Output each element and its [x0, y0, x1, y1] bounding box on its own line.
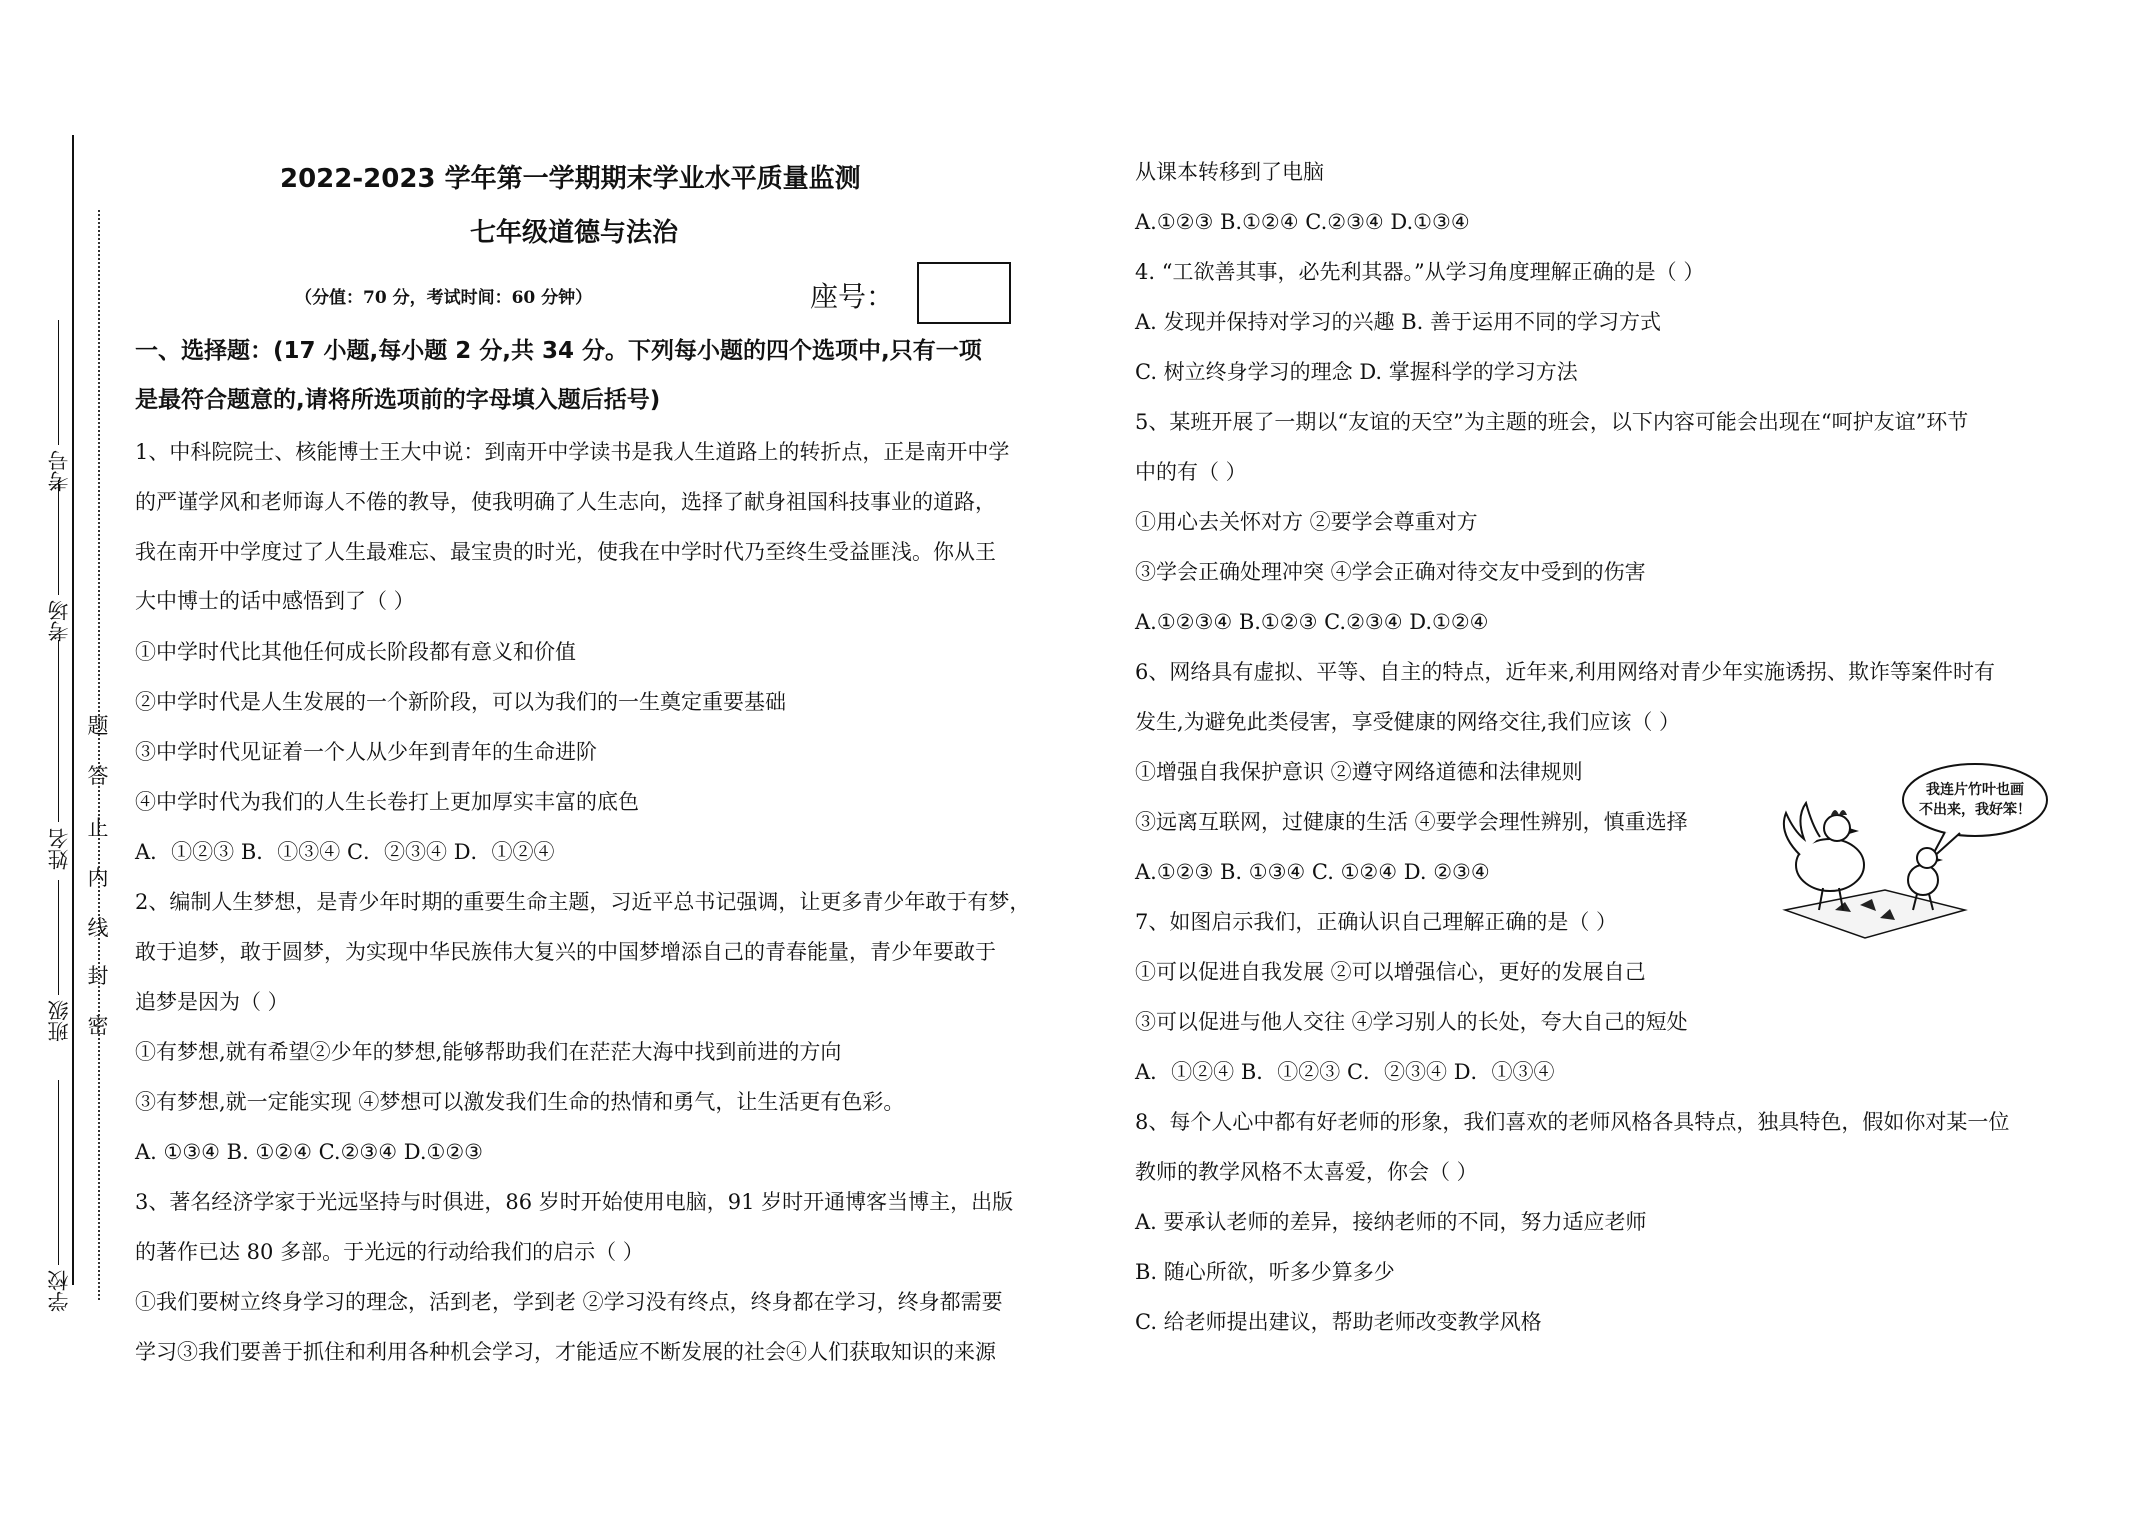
cartoon-illustration: [1765, 760, 2055, 940]
seal-char: 内: [87, 866, 109, 890]
question-line: 2、编制人生梦想，是青少年时期的重要生命主题，习近平总书记强调，让更多青少年敢于有梦，: [135, 890, 1031, 914]
question-option-line: ③学会正确处理冲突 ④学会正确对待交友中受到的伤害: [1135, 560, 1646, 584]
seat-number-box[interactable]: [917, 262, 1011, 324]
question-line: 追梦是因为（ ）: [135, 990, 289, 1014]
question-option-line: ③中学时代见证着一个人从少年到青年的生命进阶: [135, 740, 597, 764]
label-class: 班级: [47, 1000, 71, 1042]
question-option-line: ③有梦想,就一定能实现 ④梦想可以激发我们生命的热情和勇气，让生活更有色彩。: [135, 1090, 905, 1114]
question-option-line: ①有梦想,就有希望②少年的梦想,能够帮助我们在茫茫大海中找到前进的方向: [135, 1040, 842, 1064]
section-heading-line1: 一、选择题：(17 小题,每小题 2 分,共 34 分。下列每小题的四个选项中,只有一项: [135, 338, 982, 364]
question-option-line: ④中学时代为我们的人生长卷打上更加厚实丰富的底色: [135, 790, 639, 814]
question-line: 7、如图启示我们，正确认识自己理解正确的是（ ）: [1135, 910, 1618, 934]
answer-choices: A．①②③ B．①③④ C．②③④ D．①②④: [135, 840, 555, 864]
question-line: 中的有（ ）: [1135, 460, 1247, 484]
fill-line-school: [58, 1080, 59, 1265]
speech-bubble-line1: 我连片竹叶也画: [1926, 782, 2024, 798]
fill-line-name: [58, 640, 59, 822]
question-option-line: ①可以促进自我发展 ②可以增强信心，更好的发展自己: [1135, 960, 1646, 984]
question-option-line: C. 给老师提出建议，帮助老师改变教学风格: [1135, 1310, 1542, 1334]
seal-char: 线: [87, 916, 109, 940]
fill-line-class: [58, 880, 59, 995]
question-line: 教师的教学风格不太喜爱，你会（ ）: [1135, 1160, 1478, 1184]
question-option-line: A. 要承认老师的差异，接纳老师的不同，努力适应老师: [1135, 1210, 1647, 1234]
speech-bubble-text: [1915, 780, 2035, 820]
binding-solid-rule: [72, 135, 74, 1285]
question-line: 大中博士的话中感悟到了（ ）: [135, 589, 415, 613]
question-line: 发生,为避免此类侵害，享受健康的网络交往,我们应该（ ）: [1135, 710, 1681, 734]
answer-choices: A.①②③ B. ①③④ C. ①②④ D. ②③④: [1135, 860, 1490, 884]
seal-char: 密: [87, 1014, 109, 1038]
seat-label: 座号：: [810, 280, 895, 313]
question-line: 3、著名经济学家于光远坚持与时俱进，86 岁时开始使用电脑，91 岁时开通博客当博主，出版: [135, 1190, 1014, 1214]
seal-char: 答: [87, 764, 109, 788]
question-option-line: ①增强自我保护意识 ②遵守网络道德和法律规则: [1135, 760, 1583, 784]
seal-char: 封: [87, 964, 109, 988]
question-line: 的著作已达 80 多部。于光远的行动给我们的启示（ ）: [135, 1240, 644, 1264]
exam-title: 2022-2023 学年第一学期期末学业水平质量监测: [280, 164, 861, 194]
section-heading-line2: 是最符合题意的,请将所选项前的字母填入题后括号): [135, 387, 661, 413]
fill-line-exam-number: [58, 320, 59, 445]
question-line: 敢于追梦，敢于圆梦，为实现中华民族伟大复兴的中国梦增添自己的青春能量，青少年要敢于: [135, 940, 996, 964]
question-line: 我在南开中学度过了人生最难忘、最宝贵的时光，使我在中学时代乃至终生受益匪浅。你从王: [135, 540, 996, 564]
label-exam-room: 考场: [47, 600, 71, 642]
question-line: 5、某班开展了一期以“友谊的天空”为主题的班会，以下内容可能会出现在“呵护友谊”环节: [1135, 410, 1969, 434]
binding-dotted-rule: [98, 210, 100, 1300]
seal-char: 止: [87, 816, 109, 840]
question-option-line: B. 随心所欲，听多少算多少: [1135, 1260, 1395, 1284]
binding-margin: [0, 0, 130, 1517]
seal-char: 题: [87, 714, 109, 738]
question-option-line: C. 树立终身学习的理念 D. 掌握科学的学习方法: [1135, 360, 1578, 384]
question-option-line: ③远离互联网，过健康的生活 ④要学会理性辨别，慎重选择: [1135, 810, 1688, 834]
question-option-line: ①用心去关怀对方 ②要学会尊重对方: [1135, 510, 1478, 534]
answer-choices: A.①②③④ B.①②③ C.②③④ D.①②④: [1135, 610, 1489, 634]
question-option-line: ①中学时代比其他任何成长阶段都有意义和价值: [135, 640, 576, 664]
question-line: 1、中科院院士、核能博士王大中说：到南开中学读书是我人生道路上的转折点，正是南开中学: [135, 440, 1010, 464]
question-option-line: ③可以促进与他人交往 ④学习别人的长处，夸大自己的短处: [1135, 1010, 1688, 1034]
speech-bubble-line2: 不出来，我好笨！: [1919, 802, 2031, 818]
answer-choices: A. ①③④ B. ①②④ C.②③④ D.①②③: [135, 1140, 483, 1164]
answer-choices: A．①②④ B．①②③ C．②③④ D．①③④: [1135, 1060, 1555, 1084]
question-line: 的严谨学风和老师诲人不倦的教导，使我明确了人生志向，选择了献身祖国科技事业的道路，: [135, 490, 996, 514]
question-line: 6、网络具有虚拟、平等、自主的特点，近年来,利用网络对青少年实施诱拐、欺诈等案件时有: [1135, 660, 1996, 684]
exam-subject: 七年级道德与法治: [470, 218, 679, 248]
fill-line-exam-room: [58, 480, 59, 595]
exam-info: （分值：70 分，考试时间：60 分钟）: [295, 288, 593, 308]
question-option-line: A. 发现并保持对学习的兴趣 B. 善于运用不同的学习方式: [1135, 310, 1661, 334]
question-line: 4. “工欲善其事，必先利其器。”从学习角度理解正确的是（ ）: [1135, 260, 1705, 284]
question-option-line: ②中学时代是人生发展的一个新阶段，可以为我们的一生奠定重要基础: [135, 690, 786, 714]
answer-choices: A.①②③ B.①②④ C.②③④ D.①③④: [1135, 210, 1470, 234]
question-option-line: ①我们要树立终身学习的理念，活到老，学到老 ②学习没有终点，终身都在学习，终身都需要: [135, 1290, 1003, 1314]
label-school: 学校: [47, 1270, 71, 1312]
label-name: 姓名: [47, 828, 71, 870]
question-line: 从课本转移到了电脑: [1135, 160, 1324, 184]
label-exam-number: 考号: [47, 450, 71, 492]
question-option-line: 学习③我们要善于抓住和利用各种机会学习，才能适应不断发展的社会④人们获取知识的来源: [135, 1340, 996, 1364]
question-line: 8、每个人心中都有好老师的形象，我们喜欢的老师风格各具特点，独具特色，假如你对某一位: [1135, 1110, 2010, 1134]
